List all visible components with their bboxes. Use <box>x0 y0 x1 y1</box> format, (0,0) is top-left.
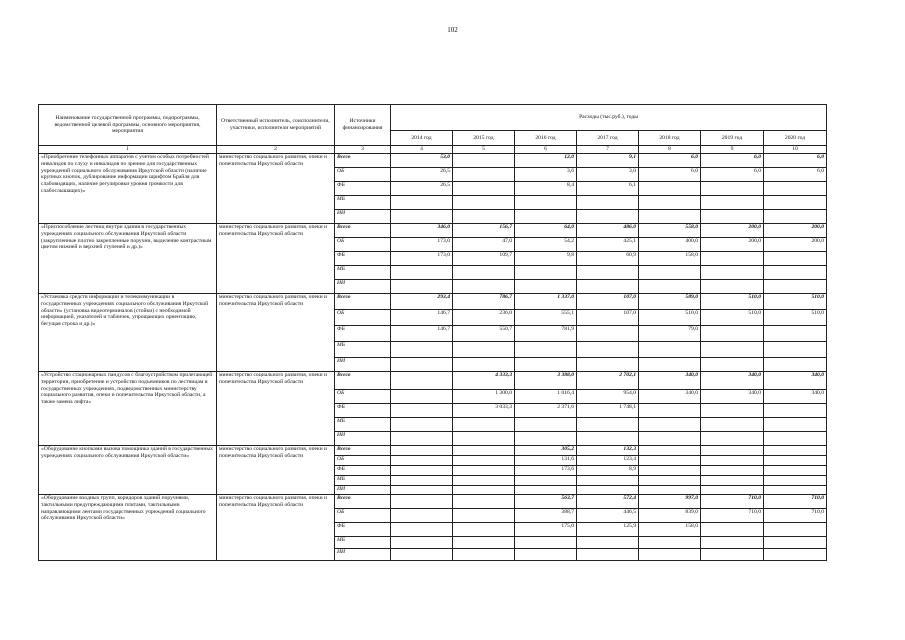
expense-value: 26,5 <box>391 182 453 196</box>
expense-value <box>453 168 515 182</box>
expense-value <box>639 476 701 486</box>
expense-value <box>453 182 515 196</box>
expense-value <box>453 358 515 372</box>
expense-value <box>701 432 764 446</box>
expense-value: 9,8 <box>515 252 577 266</box>
expense-value <box>764 523 827 537</box>
measure-name: «Приобретение телефонных аппаратов с учетом особых потребностей инвалидов по слуху и инвалидов по зрению для государственных учреждений социального обслуживания Иркутской области (наличие крупных кнопок, дублирование информации шрифтом Брайля для слабовидящих, наличие регулировки уровня громкости для слабослышащих)» <box>39 154 217 224</box>
column-number: 4 <box>391 146 453 154</box>
expense-value: 3 033,3 <box>453 404 515 418</box>
expense-value: 510,0 <box>639 310 701 326</box>
expense-value <box>639 446 701 456</box>
expense-value <box>639 456 701 466</box>
expense-value <box>391 196 453 210</box>
expense-value <box>701 476 764 486</box>
expense-value <box>764 466 827 476</box>
responsible-executor: министерство социального развития, опеки и попечительства Иркутской области <box>217 224 335 294</box>
expense-value: 710,0 <box>764 495 827 509</box>
expense-value: 6,0 <box>701 154 764 168</box>
expense-value: 558,0 <box>639 224 701 238</box>
expense-value: 340,0 <box>701 372 764 390</box>
funding-source: ОБ <box>335 456 391 466</box>
expense-value <box>764 486 827 495</box>
expense-value: 710,0 <box>764 509 827 523</box>
expense-value: 293,4 <box>391 294 453 310</box>
expense-value <box>453 495 515 509</box>
header-year: 2014 год <box>391 131 453 146</box>
funding-source: ОБ <box>335 310 391 326</box>
expense-value <box>453 418 515 432</box>
expense-value <box>639 266 701 280</box>
expense-value: 3,0 <box>577 168 639 182</box>
responsible-executor: министерство социального развития, опеки и попечительства Иркутской области <box>217 446 335 495</box>
expense-value: 12,0 <box>515 154 577 168</box>
expense-value <box>639 466 701 476</box>
expense-value <box>391 466 453 476</box>
funding-source: ФБ <box>335 182 391 196</box>
expense-value <box>453 476 515 486</box>
expense-value <box>391 537 453 549</box>
table-row <box>39 224 827 238</box>
expense-value <box>701 210 764 224</box>
expense-value <box>391 372 453 390</box>
expense-value: 510,0 <box>764 310 827 326</box>
table-row <box>39 294 827 310</box>
expense-value: 2 702,1 <box>577 372 639 390</box>
header-year: 2016 год <box>515 131 577 146</box>
expense-value <box>391 418 453 432</box>
responsible-executor: министерство социального развития, опеки и попечительства Иркутской области <box>217 372 335 446</box>
funding-source: ФБ <box>335 252 391 266</box>
expense-value: 9,1 <box>577 154 639 168</box>
expense-value <box>701 418 764 432</box>
expense-value <box>639 549 701 561</box>
expense-value: 64,0 <box>515 224 577 238</box>
expense-value <box>764 342 827 358</box>
expense-value <box>701 342 764 358</box>
funding-source: МБ <box>335 196 391 210</box>
expense-value: 1 300,0 <box>453 390 515 404</box>
funding-source: МБ <box>335 537 391 549</box>
expense-value <box>764 326 827 342</box>
expense-value <box>391 456 453 466</box>
expense-value <box>577 476 639 486</box>
expense-value <box>764 432 827 446</box>
expense-value <box>701 456 764 466</box>
measure-name: «Устройство стационарных пандусов с благоустройством прилегающей территории, приобретение и устройство подъемников по лестницам в государственных учреждениях, подведомственных министерству социального развития, опеки и попечительства Иркутской области, а также замена лифта» <box>39 372 217 446</box>
expense-value <box>701 466 764 476</box>
expense-value: 200,0 <box>764 224 827 238</box>
expense-value: 550,7 <box>453 326 515 342</box>
expense-value <box>639 210 701 224</box>
expense-value <box>577 358 639 372</box>
expense-value: 131,6 <box>515 456 577 466</box>
expense-value: 158,0 <box>639 252 701 266</box>
expense-value: 8,9 <box>577 466 639 476</box>
responsible-executor: министерство социального развития, опеки и попечительства Иркутской области <box>217 294 335 372</box>
expense-value: 563,7 <box>515 495 577 509</box>
expense-value <box>577 210 639 224</box>
expense-value <box>764 182 827 196</box>
expense-value <box>453 154 515 168</box>
column-number: 3 <box>335 146 391 154</box>
expense-value <box>391 486 453 495</box>
table-body <box>39 154 827 561</box>
expense-value <box>453 210 515 224</box>
expense-value <box>391 549 453 561</box>
expense-value <box>764 210 827 224</box>
expense-value: 125,9 <box>577 523 639 537</box>
funding-source: Всего <box>335 446 391 456</box>
expense-value <box>515 342 577 358</box>
expense-value <box>639 432 701 446</box>
expense-value <box>453 280 515 294</box>
expense-value: 54,2 <box>515 238 577 252</box>
expense-value: 156,7 <box>453 224 515 238</box>
funding-source: ИИ <box>335 280 391 294</box>
expense-value: 340,0 <box>764 372 827 390</box>
expense-value <box>391 476 453 486</box>
funding-source: ИИ <box>335 210 391 224</box>
expense-value <box>701 537 764 549</box>
expense-value <box>453 446 515 456</box>
expense-value: 589,0 <box>639 294 701 310</box>
expense-value <box>764 280 827 294</box>
expense-value: 572,4 <box>577 495 639 509</box>
expense-value: 8,4 <box>515 182 577 196</box>
expense-value <box>391 280 453 294</box>
column-number: 5 <box>453 146 515 154</box>
funding-source: ФБ <box>335 326 391 342</box>
funding-source: МБ <box>335 342 391 358</box>
expense-value: 510,0 <box>701 310 764 326</box>
expense-value: 173,6 <box>515 466 577 476</box>
expense-value <box>764 404 827 418</box>
expense-value: 146,7 <box>391 310 453 326</box>
expense-value <box>639 280 701 294</box>
expense-value <box>515 537 577 549</box>
expense-value: 6,0 <box>764 154 827 168</box>
expense-value: 146,7 <box>391 326 453 342</box>
expense-value <box>577 549 639 561</box>
expense-value <box>639 418 701 432</box>
expense-value: 107,0 <box>577 310 639 326</box>
funding-source: ОБ <box>335 390 391 404</box>
expense-value <box>701 549 764 561</box>
expense-value: 1 748,1 <box>577 404 639 418</box>
header-year: 2020 год <box>764 131 827 146</box>
table-row <box>39 495 827 509</box>
expense-value <box>453 466 515 476</box>
table-row <box>39 446 827 456</box>
expense-value: 1 016,4 <box>515 390 577 404</box>
expense-value <box>391 210 453 224</box>
measure-name: «Приспособление лестниц внутри здания в государственных учреждениях социального обслуживания Иркутской области (закрупленные плотно закрепленные поручни, выделение контрастным цветом нижней и верхней ступеней и др.)» <box>39 224 217 294</box>
column-number: 7 <box>577 146 639 154</box>
expense-value <box>453 523 515 537</box>
expense-value <box>701 252 764 266</box>
expense-value: 173,0 <box>391 238 453 252</box>
expense-value <box>639 358 701 372</box>
expense-value: 200,0 <box>701 238 764 252</box>
expense-value: 555,1 <box>515 310 577 326</box>
expense-value <box>453 486 515 495</box>
expense-value <box>764 418 827 432</box>
expense-value <box>577 537 639 549</box>
expense-value <box>701 486 764 495</box>
expense-value <box>764 476 827 486</box>
funding-source: ОБ <box>335 238 391 252</box>
funding-source: Всего <box>335 495 391 509</box>
expense-value: 4 333,3 <box>453 372 515 390</box>
funding-source: Всего <box>335 154 391 168</box>
expense-value: 305,2 <box>515 446 577 456</box>
expense-value <box>515 549 577 561</box>
funding-source: Всего <box>335 294 391 310</box>
expense-value <box>453 342 515 358</box>
measure-name: «Оборудование кнопками вызова помощника зданий в государственных учреждениях социального обслуживания Иркутской области» <box>39 446 217 495</box>
expense-value <box>639 182 701 196</box>
column-number: 9 <box>701 146 764 154</box>
expense-value: 839,0 <box>639 509 701 523</box>
expense-value <box>453 432 515 446</box>
expense-value: 510,0 <box>764 294 827 310</box>
expense-value <box>515 358 577 372</box>
expense-value: 79,0 <box>639 326 701 342</box>
expense-value <box>391 404 453 418</box>
expense-value: 109,7 <box>453 252 515 266</box>
expense-value: 340,0 <box>764 390 827 404</box>
expense-value: 200,0 <box>764 238 827 252</box>
expense-value: 158,0 <box>639 523 701 537</box>
expense-value <box>577 342 639 358</box>
expense-value <box>577 280 639 294</box>
column-number: 1 <box>39 146 217 154</box>
expense-value <box>453 509 515 523</box>
expense-value <box>764 196 827 210</box>
funding-source: ОБ <box>335 168 391 182</box>
expense-value <box>701 523 764 537</box>
funding-source: МБ <box>335 476 391 486</box>
expense-value <box>391 342 453 358</box>
expense-value: 346,0 <box>391 224 453 238</box>
expense-value: 425,1 <box>577 238 639 252</box>
expense-value <box>639 342 701 358</box>
expense-value: 400,0 <box>639 238 701 252</box>
funding-source: ФБ <box>335 466 391 476</box>
expense-value: 340,0 <box>701 390 764 404</box>
expense-value <box>515 196 577 210</box>
expense-value <box>515 418 577 432</box>
expense-value <box>764 358 827 372</box>
expense-value <box>764 549 827 561</box>
expense-value <box>515 266 577 280</box>
funding-source: ФБ <box>335 523 391 537</box>
header-year: 2017 год <box>577 131 639 146</box>
expense-value <box>764 446 827 456</box>
expense-value: 132,3 <box>577 446 639 456</box>
expense-value <box>577 486 639 495</box>
expense-value: 6,0 <box>639 154 701 168</box>
expense-value <box>391 266 453 280</box>
expense-value: 710,0 <box>701 495 764 509</box>
funding-source: Всего <box>335 372 391 390</box>
header-sources: Источники финансирования <box>335 105 391 146</box>
expense-value: 6,0 <box>764 168 827 182</box>
expense-value <box>453 196 515 210</box>
expense-value: 510,0 <box>701 294 764 310</box>
expense-value <box>515 486 577 495</box>
page-number: 102 <box>447 26 458 34</box>
funding-source: ИИ <box>335 358 391 372</box>
expense-value <box>639 196 701 210</box>
expense-value: 173,0 <box>391 252 453 266</box>
column-number: 10 <box>764 146 827 154</box>
expense-value: 446,5 <box>577 509 639 523</box>
expense-value <box>577 326 639 342</box>
expense-value <box>391 523 453 537</box>
expense-value: 175,0 <box>515 523 577 537</box>
expense-value <box>453 456 515 466</box>
expense-value <box>515 280 577 294</box>
expense-value: 1 337,0 <box>515 294 577 310</box>
expense-value <box>577 418 639 432</box>
responsible-executor: министерство социального развития, опеки и попечительства Иркутской области <box>217 154 335 224</box>
expense-value <box>391 446 453 456</box>
expense-value <box>701 266 764 280</box>
expense-value: 340,0 <box>639 372 701 390</box>
expense-value <box>639 486 701 495</box>
expense-value <box>391 432 453 446</box>
measure-name: «Установка средств информации и телекоммуникации в государственных учреждениях социального обслуживания Иркутской области» (установка видеотерминалов (стойки) с необходимой информацией, указателей и табличек, упрощающих ориентацию, бегущая строка и др.)» <box>39 294 217 372</box>
expense-value: 954,0 <box>577 390 639 404</box>
expense-value <box>391 495 453 509</box>
expense-value <box>453 537 515 549</box>
expense-value <box>391 358 453 372</box>
expense-value: 6,0 <box>639 168 701 182</box>
funding-source: ФБ <box>335 404 391 418</box>
expense-value <box>701 446 764 456</box>
expense-value <box>764 456 827 466</box>
expense-value: 997,0 <box>639 495 701 509</box>
header-expenses: Расходы (тыс.руб.), годы <box>391 105 827 131</box>
expense-value <box>701 182 764 196</box>
measure-name: «Оборудование входных групп, коридоров зданий поручнями, тактильными предупреждающими плитами, тактильными направляющими лентами государственных учреждений социального обслуживания Иркутской области» <box>39 495 217 561</box>
column-number: 6 <box>515 146 577 154</box>
expense-value: 6,0 <box>701 168 764 182</box>
expense-value: 710,0 <box>701 509 764 523</box>
expense-value: 107,0 <box>577 294 639 310</box>
header-year: 2019 год <box>701 131 764 146</box>
expense-value: 340,0 <box>639 390 701 404</box>
funding-source: Всего <box>335 224 391 238</box>
expense-value <box>391 509 453 523</box>
header-year: 2018 год <box>639 131 701 146</box>
expense-value <box>764 266 827 280</box>
expense-value: 60,9 <box>577 252 639 266</box>
expense-value: 3 388,0 <box>515 372 577 390</box>
expense-value <box>453 266 515 280</box>
expense-value <box>701 196 764 210</box>
responsible-executor: министерство социального развития, опеки и попечительства Иркутской области <box>217 495 335 561</box>
expenses-table <box>38 104 827 561</box>
expense-value <box>577 432 639 446</box>
funding-source: МБ <box>335 418 391 432</box>
table-row <box>39 372 827 390</box>
expense-value: 781,9 <box>515 326 577 342</box>
funding-source: МБ <box>335 266 391 280</box>
column-number: 8 <box>639 146 701 154</box>
expense-value <box>639 404 701 418</box>
funding-source: ИИ <box>335 432 391 446</box>
header-program: Наименование государственной программы, подпрограммы, ведомственной целевой программы, основного мероприятия, мероприятия <box>39 105 217 146</box>
funding-source: ИИ <box>335 486 391 495</box>
expense-value <box>577 266 639 280</box>
expense-value <box>639 537 701 549</box>
expense-value: 6,1 <box>577 182 639 196</box>
expense-value <box>577 196 639 210</box>
expense-value: 26,5 <box>391 168 453 182</box>
expense-value: 786,7 <box>453 294 515 310</box>
header-year: 2015 год <box>453 131 515 146</box>
expense-value <box>391 390 453 404</box>
table-row <box>39 154 827 168</box>
expense-value: 53,0 <box>391 154 453 168</box>
expense-value <box>453 549 515 561</box>
column-number: 2 <box>217 146 335 154</box>
funding-source: ОБ <box>335 509 391 523</box>
expense-value <box>701 326 764 342</box>
expense-value: 200,0 <box>701 224 764 238</box>
expense-value <box>515 210 577 224</box>
expense-value: 123,4 <box>577 456 639 466</box>
funding-source: ИИ <box>335 549 391 561</box>
expense-value <box>764 252 827 266</box>
expense-value <box>515 432 577 446</box>
expense-value: 388,7 <box>515 509 577 523</box>
expense-value: 47,0 <box>453 238 515 252</box>
expense-value <box>701 280 764 294</box>
expense-value: 2 371,6 <box>515 404 577 418</box>
expense-value <box>701 358 764 372</box>
header-responsible: Ответственный исполнитель, соисполнители, участники, исполнители мероприятий <box>217 105 335 146</box>
expense-value: 486,0 <box>577 224 639 238</box>
expense-value <box>515 476 577 486</box>
expense-value: 236,0 <box>453 310 515 326</box>
expense-value: 3,6 <box>515 168 577 182</box>
expense-value <box>701 404 764 418</box>
expense-value <box>764 537 827 549</box>
